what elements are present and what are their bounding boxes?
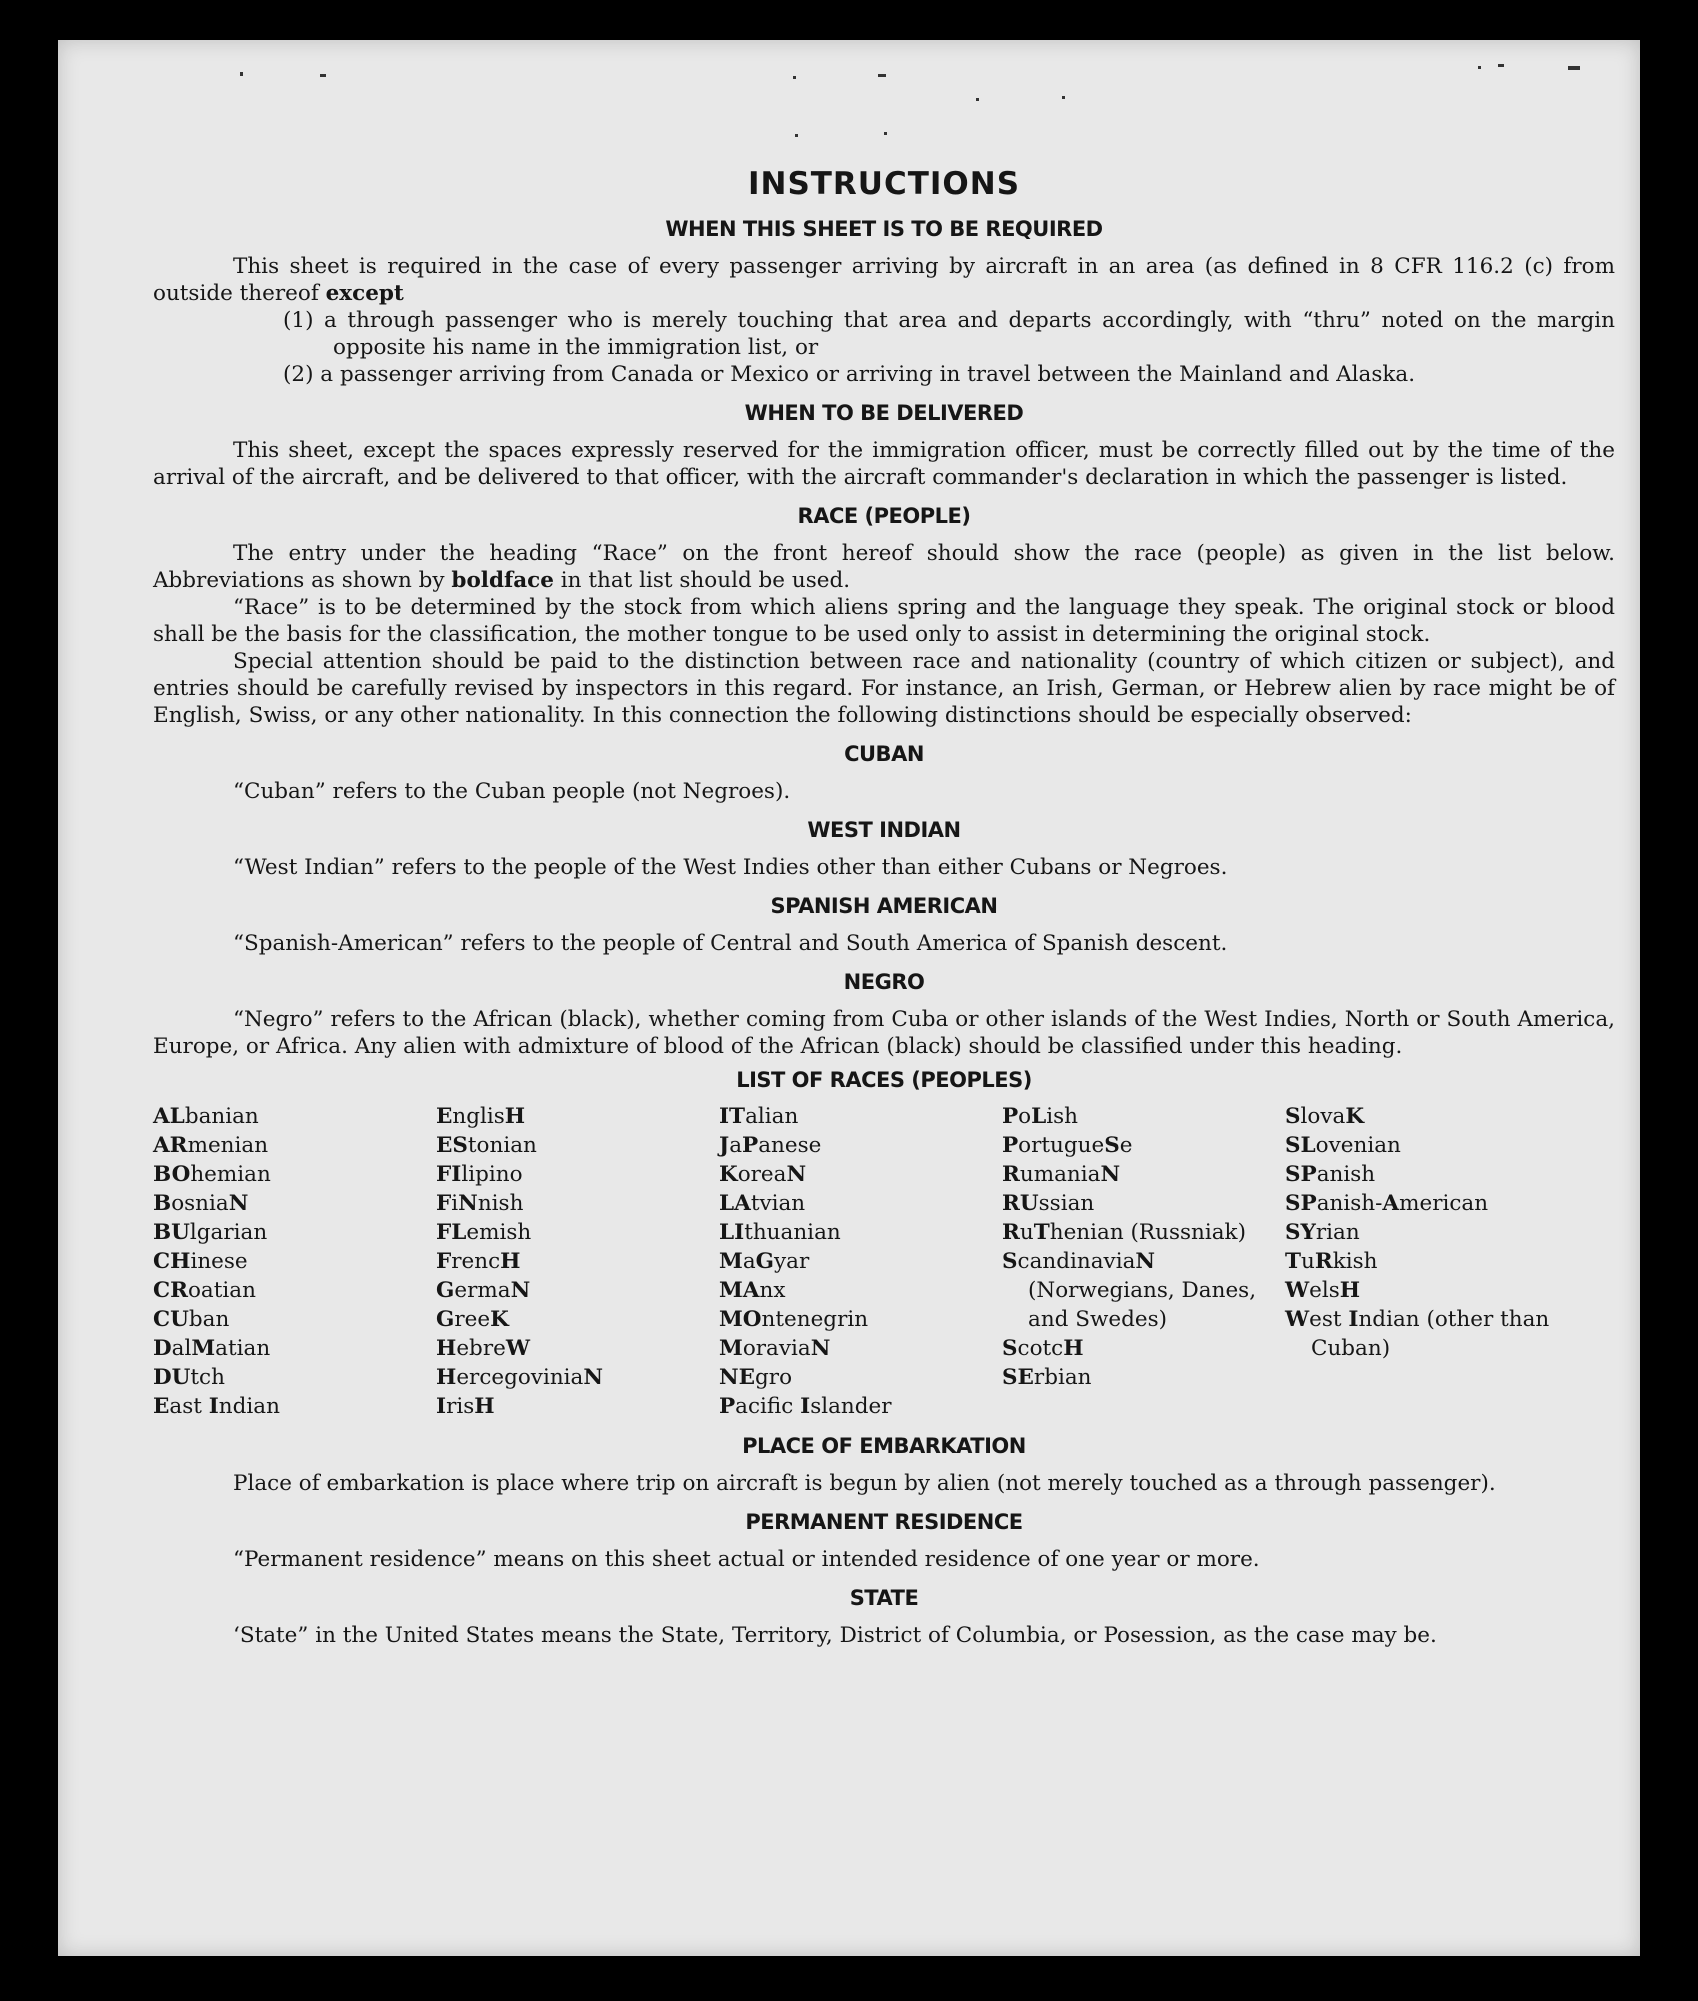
paragraph-race-2: “Race” is to be determined by the stock from which aliens spring and the language they speak. The original stock or blood shall be the basis for the classification, the mother tongue to be used only to assist in determining the original stock. [153,595,1615,647]
paragraph-permanent-residence: “Permanent residence” means on this sheet actual or intended residence of one year or more. [233,1547,1260,1572]
race-entry: TuRkish [1285,1249,1378,1274]
paragraph-embarkation: Place of embarkation is place where trip on aircraft is begun by alien (not merely touched as a through passenger). [233,1471,1496,1496]
required-exception-2: (2) a passenger arriving from Canada or Mexico or arriving in travel between the Mainland and Alaska. [283,362,1416,387]
race-entry: IrisH [436,1394,495,1419]
heading-place-of-embarkation: PLACE OF EMBARKATION [742,1434,1026,1458]
race-entry: FIlipino [436,1162,523,1187]
paragraph-negro: “Negro” refers to the African (black), whether coming from Cuba or other islands of the West Indies, North or South America, Europe, or Africa. Any alien with admixture of blood of the African (black) should be classified under this heading. [153,1007,1615,1059]
paragraph-cuban: “Cuban” refers to the Cuban people (not Negroes). [233,779,791,804]
race-entry: SErbian [1002,1365,1092,1390]
race-entry: EStonian [436,1133,537,1158]
race-entry: SLovenian [1285,1133,1401,1158]
race-entry: SYrian [1285,1220,1360,1245]
race-entry: HercegoviniaN [436,1365,604,1390]
race-entry: BOhemian [153,1162,271,1187]
heading-when-delivered: WHEN TO BE DELIVERED [744,401,1024,425]
race-column-1 [153,1102,436,1421]
race-entry: ScandinaviaN (Norwegians, Danes, and Swedes) [1002,1249,1257,1332]
race-entry: SPanish [1285,1162,1376,1187]
race-entry: HebreW [436,1336,530,1361]
race-entry: BUlgarian [153,1220,268,1245]
race-entry: JaPanese [719,1133,822,1158]
paragraph-required-intro [153,253,1615,307]
race-entry: PoLish [1002,1104,1079,1129]
page-title: INSTRUCTIONS [747,166,1021,202]
heading-negro: NEGRO [843,970,925,994]
paragraph-race-3: Special attention should be paid to the distinction between race and nationality (country of which citizen or subject), and entries should be carefully revised by inspectors in this regard. For instance, an Irish, German, or Hebrew alien by race might be of English, Swiss, or any other nationality. In this connection the following distinctions should be especially observed: [153,649,1615,728]
paragraph-delivered: This sheet, except the spaces expressly reserved for the immigration officer, must be correctly filled out by the time of the arrival of the aircraft, and be delivered to that officer, with the aircraft commander's declaration in which the passenger is listed. [153,438,1615,490]
heading-when-required: WHEN THIS SHEET IS TO BE REQUIRED [665,217,1103,241]
race-entry: FrencH [436,1249,521,1274]
race-entry: RumaniaN [1002,1162,1121,1187]
race-entry: WelsH [1285,1278,1361,1303]
race-entry: LAtvian [719,1191,806,1216]
race-entry: DalMatian [153,1336,271,1361]
heading-west-indian: WEST INDIAN [807,818,961,842]
race-entry: MoraviaN [719,1336,831,1361]
instructions-content [153,164,1615,1649]
race-entry: Pacific Islander [719,1394,892,1419]
race-column-5 [1285,1102,1565,1421]
race-entry: DUtch [153,1365,225,1390]
document-page [58,40,1640,1956]
required-intro-text: This sheet is required in the case of every passenger arriving by aircraft in an area (as defined in 8 CFR 116.2 (c) from outside thereof [153,254,1615,306]
race-entry: MAnx [719,1278,786,1303]
paragraph-spanish-american: “Spanish-American” refers to the people of Central and South America of Spanish descent. [233,931,1228,956]
race-entry: FiNnish [436,1191,524,1216]
paragraph-state: ‘State” in the United States means the State, Territory, District of Columbia, or Posession, as the case may be. [233,1623,1437,1648]
race-entry: ScotcH [1002,1336,1084,1361]
race-entry: ITalian [719,1104,799,1129]
race-entry: ARmenian [153,1133,269,1158]
heading-cuban: CUBAN [844,742,924,766]
race-p1-bold: boldface [451,568,554,593]
paragraph-west-indian: “West Indian” refers to the people of the West Indies other than either Cubans or Negroes. [233,855,1228,880]
race-entry: West Indian (other than Cuban) [1285,1307,1550,1361]
heading-race: RACE (PEOPLE) [797,504,971,528]
race-entry: PortugueSe [1002,1133,1133,1158]
race-entry: NEgro [719,1365,793,1390]
heading-spanish-american: SPANISH AMERICAN [770,894,998,918]
heading-state: STATE [849,1586,919,1610]
race-p1-text-b: in that list should be used. [560,568,851,593]
race-entry: FLemish [436,1220,532,1245]
race-entry: SPanish-American [1285,1191,1489,1216]
race-entry: GreeK [436,1307,509,1332]
race-p1-text-a: The entry under the heading “Race” on the front hereof should show the race (people) as given in the list below. Abbreviations as shown by [153,541,1615,593]
race-entry: MOntenegrin [719,1307,869,1332]
race-column-2 [436,1102,719,1421]
race-column-4 [1002,1102,1285,1421]
race-entry: SlovaK [1285,1104,1365,1129]
race-entry: CUban [153,1307,230,1332]
race-entry: BosniaN [153,1191,249,1216]
race-entry: LIthuanian [719,1220,841,1245]
race-entry: East Indian [153,1394,280,1419]
race-entry: GermaN [436,1278,531,1303]
heading-list-of-races: LIST OF RACES (PEOPLES) [736,1068,1032,1092]
heading-permanent-residence: PERMANENT RESIDENCE [745,1510,1023,1534]
race-entry: ALbanian [153,1104,259,1129]
required-intro-bold: except [325,281,404,306]
required-exception-1: (1) a through passenger who is merely touching that area and departs accordingly, with “thru” noted on the margin opposite his name in the immigration list, or [283,308,1615,360]
race-list [153,1102,1615,1421]
race-column-3 [719,1102,1002,1421]
race-entry: RuThenian (Russniak) [1002,1220,1246,1245]
race-entry: RUssian [1002,1191,1095,1216]
race-entry: KoreaN [719,1162,807,1187]
race-entry: MaGyar [719,1249,810,1274]
paragraph-race-1 [153,540,1615,594]
race-entry: EnglisH [436,1104,526,1129]
race-entry: CHinese [153,1249,248,1274]
race-entry: CRoatian [153,1278,256,1303]
